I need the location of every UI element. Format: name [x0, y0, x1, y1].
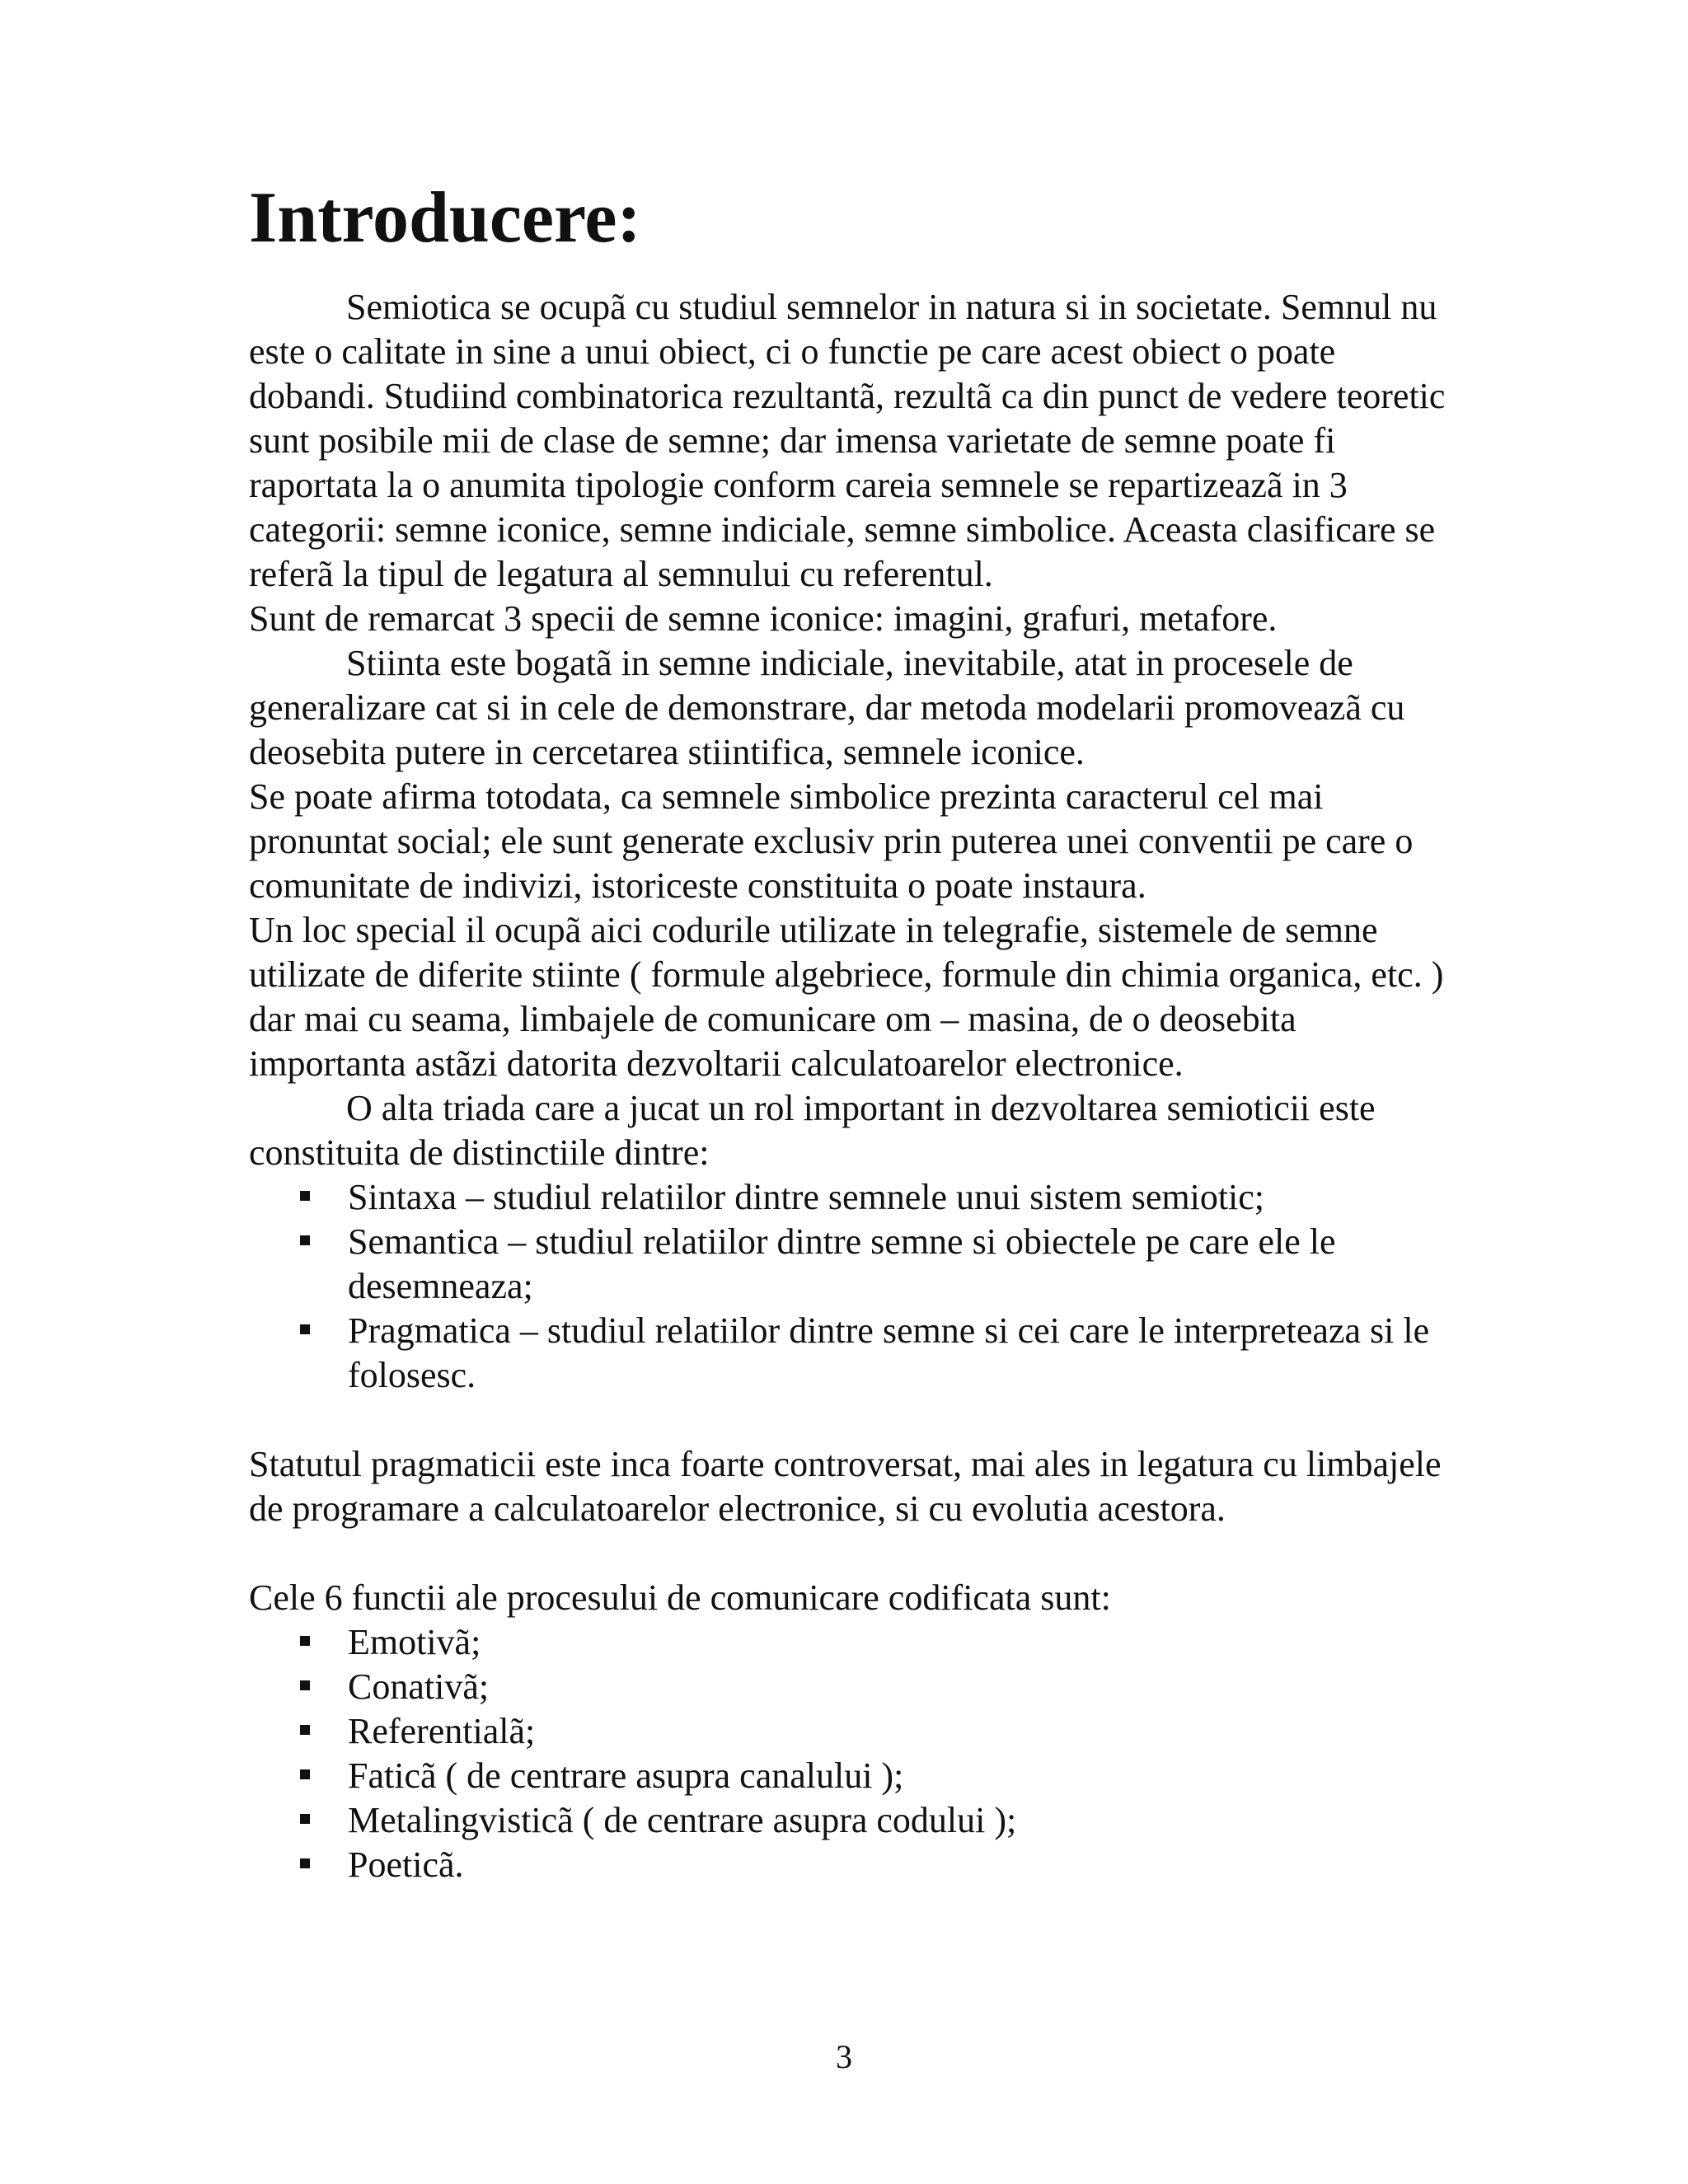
- blank-line: [249, 1398, 1452, 1442]
- list-item: [249, 1665, 1452, 1709]
- list-item: [249, 1220, 1452, 1309]
- list-item-text: Semantica – studiul relatiilor dintre semne si obiectele pe care ele le desemneaza;: [348, 1221, 1336, 1306]
- square-bullet-icon: [300, 1235, 310, 1245]
- section-heading: Introducere:: [249, 178, 641, 258]
- list-item-text: Conativã;: [348, 1666, 490, 1707]
- square-bullet-icon: [300, 1725, 310, 1735]
- paragraph-coduri: Un loc special il ocupã aici codurile utilizate in telegrafie, sistemele de semne utilizate de diferite stiinte ( formule algebriece, formule din chimia organica, etc. ) dar mai cu seama, limbajele de comunicare om – masina, de o deosebita importanta astãzi datorita dezvoltarii calculatoarelor electronice.: [249, 910, 1444, 1084]
- triada-list: [249, 1175, 1452, 1398]
- list-item: [249, 1798, 1452, 1843]
- paragraph-stiinta: Stiinta este bogatã in semne indiciale, inevitabile, atat in procesele de generalizare cat si in cele de demonstrare, dar metoda modelarii promoveazã cu deosebita putere in cercetarea stiintifica, semnele iconice.: [249, 643, 1405, 772]
- paragraph-functii: Cele 6 functii ale procesului de comunicare codificata sunt:: [249, 1577, 1111, 1618]
- paragraph-semiotica: Semiotica se ocupã cu studiul semnelor in natura si in societate. Semnul nu este o calitate in sine a unui obiect, ci o functie pe care acest obiect o poate dobandi. Studiind combinatorica rezultantã, rezultã ca din punct de vedere teoretic sunt posibile mii de clase de semne; dar imensa varietate de semne poate fi raportata la o anumita tipologie conform careia semnele se repartizeazã in 3 categorii: semne iconice, semne indiciale, semne simbolice. Aceasta clasificare se referã la tipul de legatura al semnului cu referentul.: [249, 287, 1446, 594]
- paragraph-semne-iconice: Sunt de remarcat 3 specii de semne iconice: imagini, grafuri, metafore.: [249, 598, 1278, 639]
- list-item-text: Poeticã.: [348, 1844, 464, 1885]
- list-item-text: Faticã ( de centrare asupra canalului );: [348, 1755, 904, 1796]
- list-item: [249, 1175, 1452, 1220]
- list-item: [249, 1309, 1452, 1398]
- paragraph-pragmatica: Statutul pragmaticii este inca foarte controversat, mai ales in legatura cu limbajele de programare a calculatoarelor electronice, si cu evolutia acestora.: [249, 1444, 1442, 1529]
- square-bullet-icon: [300, 1769, 310, 1779]
- paragraph-triada: O alta triada care a jucat un rol important in dezvoltarea semioticii este constituita de distinctiile dintre:: [249, 1088, 1376, 1173]
- list-item-text: Emotivã;: [348, 1622, 481, 1662]
- list-item: [249, 1620, 1452, 1665]
- list-item: [249, 1843, 1452, 1887]
- document-body: [249, 178, 1452, 1887]
- square-bullet-icon: [300, 1636, 310, 1646]
- square-bullet-icon: [300, 1191, 310, 1201]
- list-item-text: Referentialã;: [348, 1711, 536, 1751]
- list-item: [249, 1709, 1452, 1754]
- paragraph-semne-simbolice: Se poate afirma totodata, ca semnele simbolice prezinta caracterul cel mai pronuntat social; ele sunt generate exclusiv prin puterea unei conventii pe care o comunitate de indivizi, istoriceste constituita o poate instaura.: [249, 776, 1414, 906]
- functii-list: [249, 1620, 1452, 1887]
- page-number: 3: [836, 2038, 852, 2075]
- list-item-text: Metalingvisticã ( de centrare asupra codului );: [348, 1800, 1017, 1840]
- square-bullet-icon: [300, 1680, 310, 1690]
- list-item-text: Sintaxa – studiul relatiilor dintre semnele unui sistem semiotic;: [348, 1177, 1265, 1217]
- square-bullet-icon: [300, 1814, 310, 1824]
- square-bullet-icon: [300, 1324, 310, 1334]
- blank-line: [249, 1531, 1452, 1576]
- square-bullet-icon: [300, 1858, 310, 1868]
- list-item: [249, 1754, 1452, 1798]
- list-item-text: Pragmatica – studiul relatiilor dintre semne si cei care le interpreteaza si le folosesc.: [348, 1310, 1430, 1395]
